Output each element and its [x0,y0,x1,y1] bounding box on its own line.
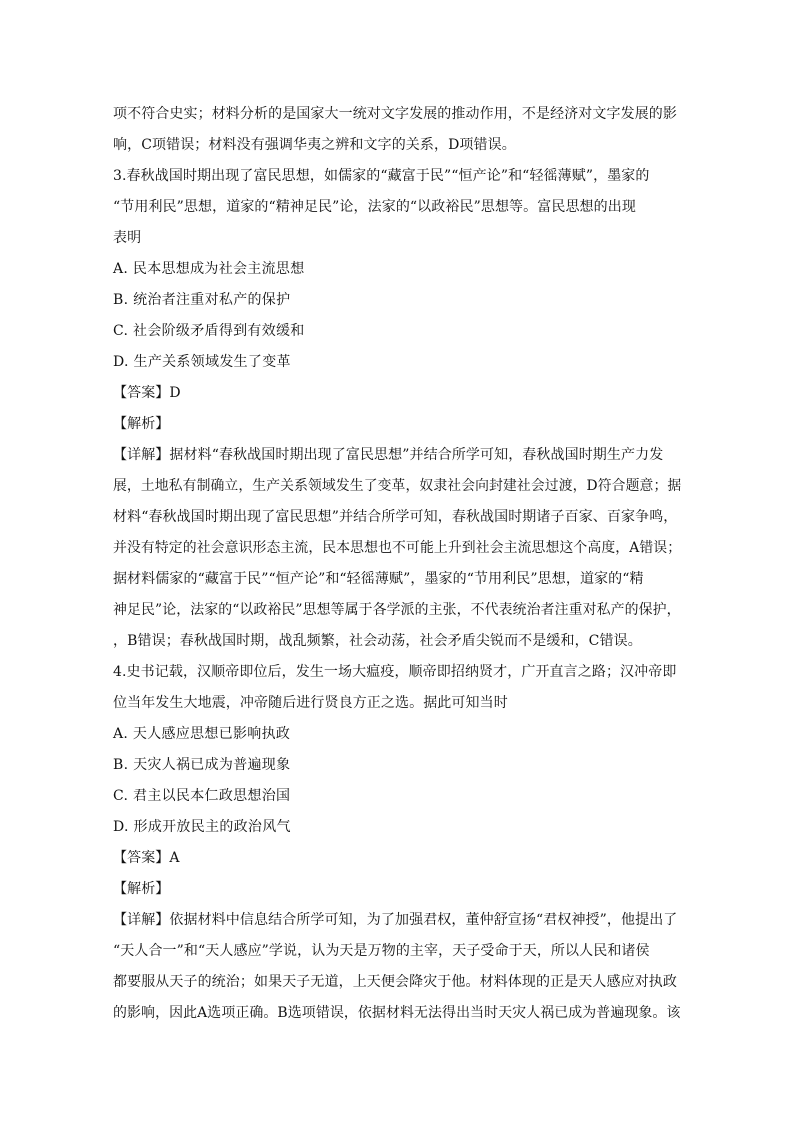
detail-text: “天人合一”和“天人感应”学说，认为天是万物的主宰，天子受命于天，所以人民和诸侯 [113,943,650,959]
question-4-option-c: C. 君主以民本仁政思想治国 [113,788,291,804]
detail-text: 【详解】依据材料中信息结合所学可知，为了加强君权，董仲舒宣扬“君权神授”，他提出了 [113,912,678,928]
answer-label: 【答案】A [113,850,180,866]
question-3-option-d: D. 生产关系领域发生了变革 [113,354,291,370]
detail-text: 都要服从天子的统治；如果天子无道，上天便会降灾于他。材料体现的正是天人感应对执政 [113,974,677,990]
answer-label: 【答案】D [113,385,181,401]
detail-text: 【详解】据材料“春秋战国时期出现了富民思想”并结合所学可知，春秋战国时期生产力发 [113,447,664,463]
text-line: 响，C项错误；材料没有强调华夷之辨和文字的关系，D项错误。 [113,137,516,153]
question-4-stem: 位当年发生大地震，冲帝随后进行贤良方正之选。据此可知当时 [113,695,508,711]
detail-text: 展，土地私有制确立，生产关系领域发生了变革，奴隶社会向封建社会过渡，D符合题意；据 [113,478,682,494]
question-4-option-d: D. 形成开放民主的政治风气 [113,819,291,835]
detail-text: 神足民”论，法家的“以政裕民”思想等属于各学派的主张，不代表统治者注重对私产的保护， [113,602,681,618]
analysis-label: 【解析】 [113,416,170,432]
analysis-label: 【解析】 [113,881,170,897]
question-4-option-a: A. 天人感应思想已影响执政 [113,726,291,742]
detail-text: 的影响，因此A选项正确。B选项错误，依据材料无法得出当时天灾人祸已成为普遍现象。该 [113,1005,681,1021]
text-line: 项不符合史实；材料分析的是国家大一统对文字发展的推动作用，不是经济对文字发展的影 [113,106,677,122]
question-4-stem: 4.史书记载，汉顺帝即位后，发生一场大瘟疫，顺帝即招纳贤才，广开直言之路；汉冲帝即 [113,664,677,680]
question-3-stem: 3.春秋战国时期出现了富民思想，如儒家的“藏富于民”“恒产论”和“轻徭薄赋”，墨家的 [113,168,650,184]
question-3-stem: “节用利民”思想，道家的“精神足民”论，法家的“以政裕民”思想等。富民思想的出现 [113,199,636,215]
detail-text: 据材料儒家的“藏富于民”“恒产论”和“轻徭薄赋”，墨家的“节用利民”思想，道家的“精 [113,571,644,587]
question-3-option-b: B. 统治者注重对私产的保护 [113,292,291,308]
detail-text: 材料“春秋战国时期出现了富民思想”并结合所学可知，春秋战国时期诸子百家、百家争鸣， [113,509,678,525]
question-4-option-b: B. 天灾人祸已成为普遍现象 [113,757,291,773]
detail-text: 并没有特定的社会意识形态主流，民本思想也不可能上升到社会主流思想这个高度，A错误； [113,540,682,556]
question-3-option-a: A. 民本思想成为社会主流思想 [113,261,305,277]
question-3-stem: 表明 [113,230,142,246]
detail-text: ，B错误；春秋战国时期，战乱频繁，社会动荡，社会矛盾尖锐而不是缓和，C错误。 [113,633,642,649]
question-3-option-c: C. 社会阶级矛盾得到有效缓和 [113,323,305,339]
